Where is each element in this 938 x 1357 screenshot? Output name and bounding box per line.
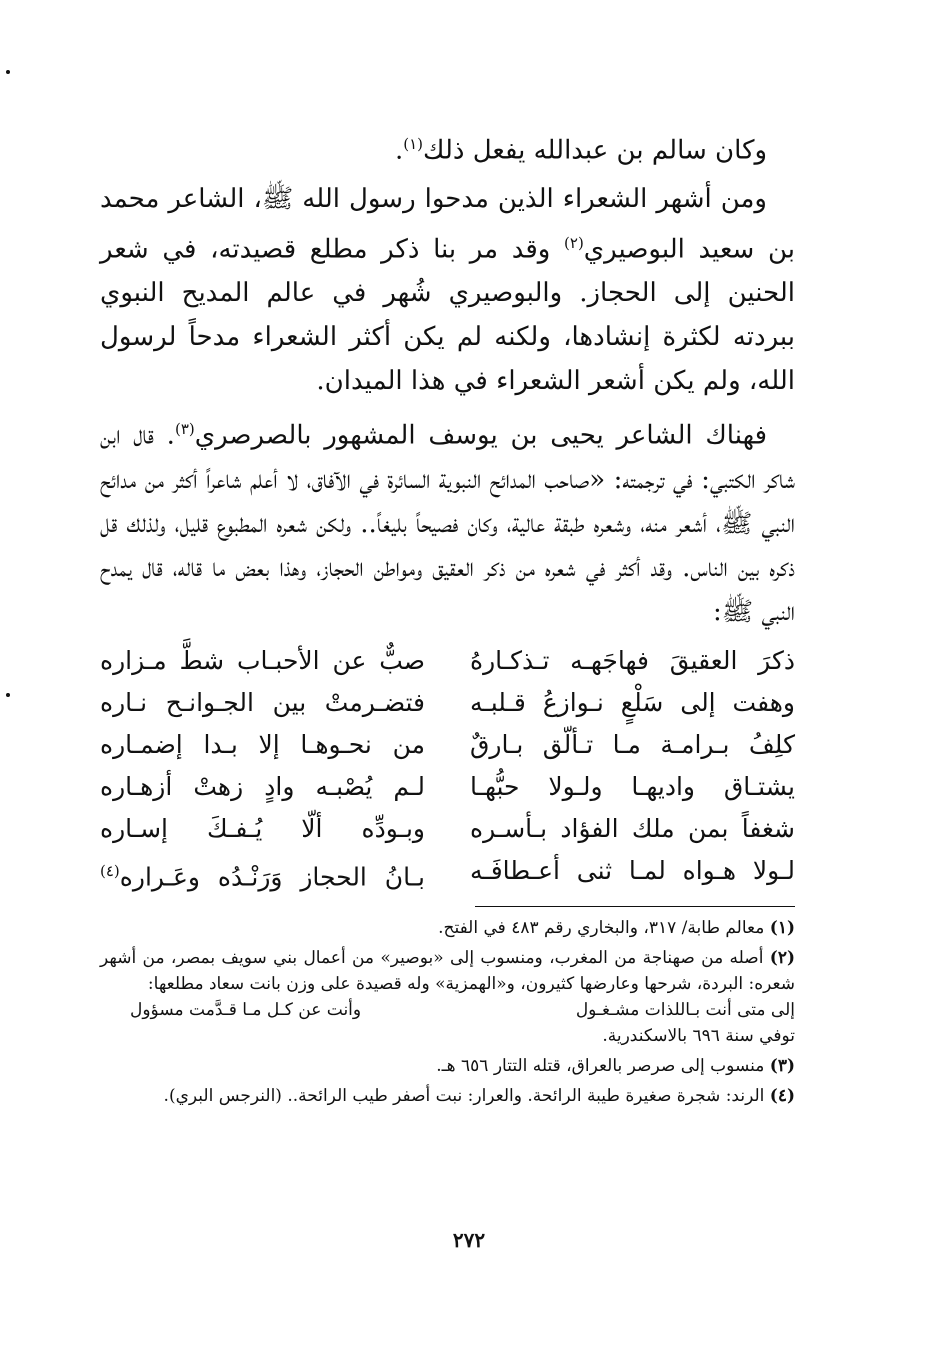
poem-verse	[100, 640, 795, 682]
paragraph-3: فهناك الشاعر يحيى بن يوسف المشهور بالصرصري$^{(٣)}$. قال ابن شاكر الكتبي: في ترجمته: «صاحب المدائح النبوية السائرة في الآفاق، لا أعلم شاعراً أكثر من مدائح النبي ﷺ، أشعر منه، وشعره طبقة عالية، وكان فصيحاً بليغاً.. ولكن شعره المطبوع قليل، ولذلك قل ذكره بين الناس. وقد أكثر في شعره من ذكر العقيق ومواطن الحجاز، وهذا بعض ما قاله، قال يمدح النبي ﷺ:	[100, 420, 795, 627]
poem-hemistich-second: لـم يُصْبـه وادٍ زهتْ أزهـاره	[100, 771, 425, 801]
poem-verse	[100, 682, 795, 724]
poem-verse	[100, 724, 795, 766]
poem-verse	[100, 850, 795, 898]
poem-hemistich-first: شغفاً بمن ملك الفؤاد بـأسـره	[470, 813, 795, 843]
paragraph-1: وكان سالم بن عبدالله يفعل ذلك$^{(١)}$.	[394, 135, 767, 166]
scan-mark-middle	[6, 693, 10, 697]
poem-hemistich-first: يشتـاق واديهـا ولـولا حبُّهـا	[470, 771, 795, 801]
footnote-ref-4[interactable]: (٤)	[100, 861, 120, 880]
poem-hemistich-first: لـولا هـواه لمـا ثنى أعـطافَـه	[470, 855, 795, 885]
footnote-verse: إلى متى أنت بـاللذات مشـغـول وأنت عن كـل مـا قـدَّمت مسؤول	[130, 1000, 795, 1021]
poem-hemistich-first: كلِفُ بـرامـة مـا تـألّق بـارقٌ	[470, 729, 795, 759]
footnote-ref-3[interactable]: (٣)	[174, 420, 195, 439]
poem-verse	[100, 808, 795, 850]
footnote-4: (٤) الرند: شجرة صغيرة طيبة الرائحة. والعرار: نبت أصفر طيب الرائحة.. (النرجس البري).	[163, 1086, 795, 1107]
poem-hemistich-second: صبٌّ عن الأحبـاب شطَّ مـزاره	[100, 645, 425, 675]
footnote-ref-2[interactable]: (٢)	[564, 233, 584, 252]
scan-mark-top	[6, 70, 10, 74]
footnotes	[100, 915, 795, 1109]
footnote-1: (١) معالم طابة/ ٣١٧، والبخاري رقم ٤٨٣ في الفتح.	[438, 918, 795, 939]
poem-hemistich-second: بـانُ الحجاز وَرَنْـدُه وعَـراره$^{(٤)}$	[100, 861, 425, 892]
page-number: ٢٧٢	[452, 1228, 486, 1252]
paragraph-2: ومن أشهر الشعراء الذين مدحوا رسول الله ﷺ، الشاعر محمد بن سعيد البوصيري$^{(٢)}$ وقد مر بنا ذكر مطلع قصيدته، في شعر الحنين إلى الحجاز. والبوصيري شُهر في عالم المديح النبوي ببردته لكثرة إنشادها، ولكنه لم يكن أكثر الشعراء مدحاً لرسول الله، ولم يكن أشعر الشعراء في هذا الميدان.	[100, 183, 796, 397]
poem	[100, 640, 795, 898]
poem-hemistich-second: من نحـوهـا إلا بـدا إضمـاره	[100, 729, 425, 759]
footnote-3: (٣) منسوب إلى صرصر بالعراق، قتله التتار ٦٥٦ هـ.	[436, 1056, 795, 1077]
footnote-divider	[475, 906, 795, 907]
footnote-2: (٢) أصله من صهناجة من المغرب، ومنسوب إلى «بوصير» من أعمال بني سويف بمصر، من أشهر شعره: البردة، شرحها وعارضها كثيرون، و«الهمزية» وله قصيدة على وزن بانت سعاد مطلعها: إلى متى أنت بـاللذات مشـغـول وأنت عن كـل مـا قـدَّمت مسؤول توفي سنة ٦٩٦ بالاسكندرية.	[100, 948, 795, 1047]
poem-hemistich-first: ذكرَ العقيقَ فهاجَهـه تـذكـارهُ	[470, 645, 795, 675]
poem-verse	[100, 766, 795, 808]
poem-hemistich-first: وهفت إلى سَلْعٍ نـوازعُ قـلبـه	[470, 687, 795, 717]
page-body	[100, 122, 795, 1113]
footnote-ref-1[interactable]: (١)	[403, 135, 424, 153]
poem-hemistich-second: وبـودِّه ألّا يُـفـكَ إسـاره	[100, 813, 425, 843]
poem-hemistich-second: فتضـرمتْ بين الجـوانـح نـاره	[100, 687, 425, 717]
